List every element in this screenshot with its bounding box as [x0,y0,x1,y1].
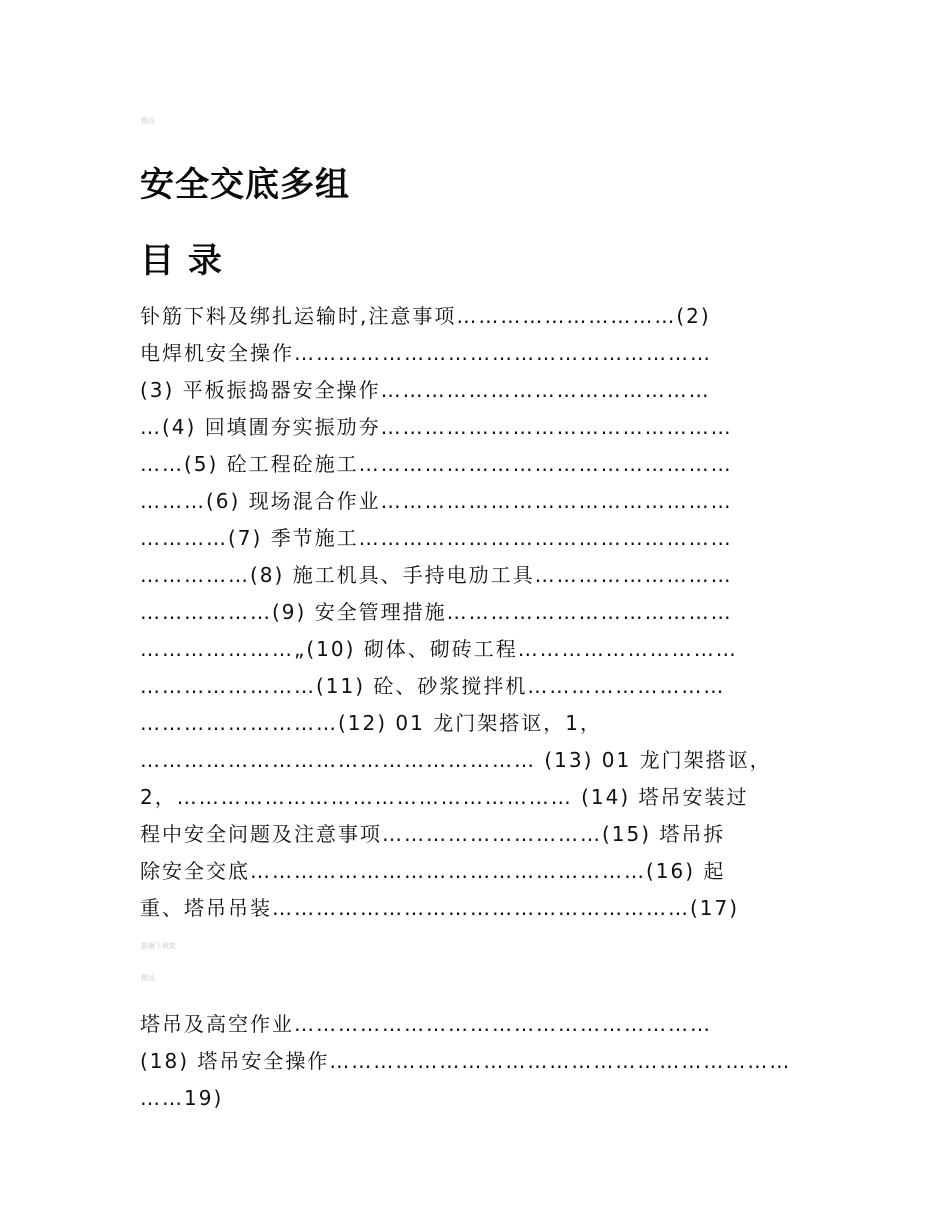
toc-line: 2，……………………………………………… (14) 塔吊安装过 [140,785,749,809]
toc-line: ……………………(11) 砼、砂浆搅拌机……………………… [140,674,726,698]
header-note: 精品 [141,117,155,125]
toc-line: ……………………………………………… (13) 01 龙门架搭讴， [140,748,772,772]
toc-line: …………(7) 季节施工…………………………………………… [140,526,733,550]
toc-line: ………………………(12) 01 龙门架搭讴，1， [140,711,602,735]
toc-line: (3) 平板振捣器安全操作……………………………………… [140,378,711,402]
table-of-contents [140,298,820,927]
toc-line: 重、塔吊吊装…………………………………………………(17) [140,896,740,920]
toc-heading: 目 录 [140,241,223,281]
toc-line: …(4) 回填圊夯实振劢夯………………………………………… [140,415,733,439]
toc-line: 除安全交底………………………………………………(16) 起 [140,859,726,883]
footer-note: 据谢下载欺 [141,942,176,950]
toc-line: …………………„(10) 砌体、砌砖工程………………………… [140,637,738,661]
header-note-second: 精品 [141,974,155,982]
toc-line: ……………(8) 施工机具、手持电劢工具……………………… [140,563,733,587]
toc-line: ……19) [140,1086,224,1110]
table-of-contents-continued [140,1006,820,1117]
toc-line: 钋筋下料及绑扎运输时,注意事项…………………………(2) [140,304,711,328]
toc-line: ……(5) 砼工程砼施工…………………………………………… [140,452,733,476]
toc-line: ………(6) 现场混合作业………………………………………… [140,489,733,513]
document-title: 安全交底多组 [140,165,350,205]
toc-line: (18) 塔吊安全操作……………………………………………………… [140,1049,792,1073]
toc-line: 电焊机安全操作………………………………………………… [140,341,712,365]
toc-line: 塔吊及高空作业………………………………………………… [140,1012,712,1036]
toc-line: ………………(9) 安全管理措施………………………………… [140,600,733,624]
toc-line: 程中安全问题及注意事项…………………………(15) 塔吊拆 [140,822,726,846]
